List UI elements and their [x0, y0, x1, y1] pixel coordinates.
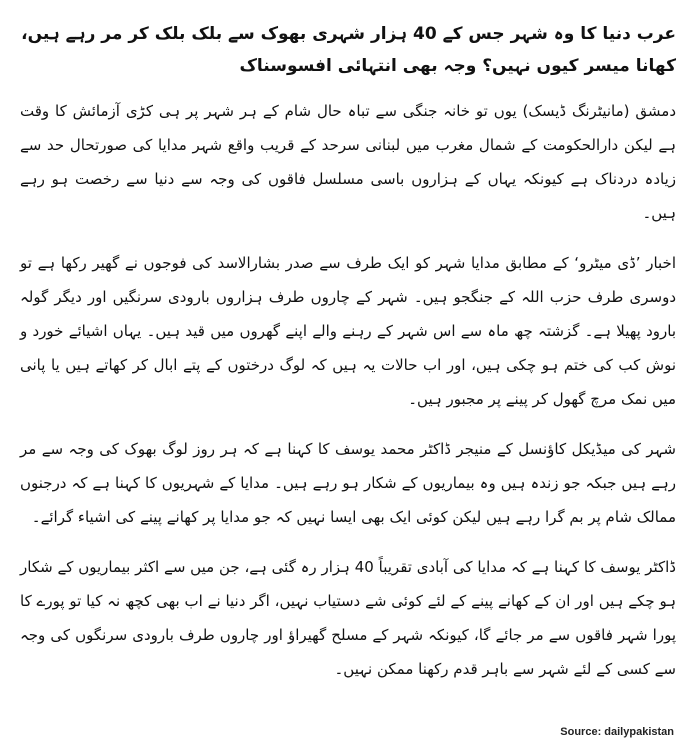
article-paragraph: دمشق (مانیٹرنگ ڈیسک) یوں تو خانہ جنگی سے تباہ حال شام کے ہر شہر پر ہی کڑی آزمائش کا وقت ہے لیکن دارالحکومت کے شمال مغرب میں لبنانی سرحد کے قریب واقع شہر مدایا کی صورتحال حد سے زیادہ دردناک ہے کیونکہ یہاں کے ہزاروں باسی مسلسل فاقوں کی وجہ سے دنیا سے رخصت ہو رہے ہیں۔	[20, 102, 676, 222]
article-paragraph: شہر کی میڈیکل کاؤنسل کے منیجر ڈاکٹر محمد یوسف کا کہنا ہے کہ ہر روز لوگ بھوک کی وجہ سے مر رہے ہیں جبکہ جو زندہ ہیں وہ بیماریوں کے شکار ہو رہے ہیں۔ مدایا کے شہریوں کا کہنا ہے کہ درجنوں ممالک شام پر بم گرا رہے ہیں لیکن کوئی ایک بھی ایسا نہیں کہ جو مدایا پر کھانے پینے کی اشیاء گرائے۔	[20, 440, 676, 526]
article-paragraph: اخبار ’ڈی میٹرو‘ کے مطابق مدایا شہر کو ایک طرف سے صدر بشارالاسد کی فوجوں نے گھیر رکھا ہے تو دوسری طرف حزب اللہ کے جنگجو ہیں۔ شہر کے چاروں طرف ہزاروں بارودی سرنگیں اور دیگر گولہ بارود پھیلا ہے۔ گزشتہ چھ ماہ سے اس شہر کے رہنے والے اپنے گھروں میں قید ہیں۔ یہاں اشیائے خورد و نوش کب کی ختم ہو چکی ہیں، اور اب حالات یہ ہیں کہ لوگ درختوں کے پتے ابال کر کھاتے ہیں یا پانی میں نمک مرچ گھول کر پینے پر مجبور ہیں۔	[20, 254, 676, 408]
article-paragraph: ڈاکٹر یوسف کا کہنا ہے کہ مدایا کی آبادی تقریباً 40 ہزار رہ گئی ہے، جن میں سے اکثر بیماریوں کے شکار ہو چکے ہیں اور ان کے کھانے پینے کے لئے کوئی شے دستیاب نہیں، اگر دنیا نے اب بھی کچھ نہ کیا تو پورے کا پورا شہر فاقوں سے مر جائے گا، کیونکہ شہر کے مسلح گھیراؤ اور چاروں طرف بارودی سرنگوں کی وجہ سے کسی کے لئے شہر سے باہر قدم رکھنا ممکن نہیں۔	[20, 558, 676, 678]
source-credit: Source: dailypakistan	[560, 726, 674, 738]
article-body	[20, 18, 676, 686]
article-headline: عرب دنیا کا وہ شہر جس کے 40 ہزار شہری بھوک سے بلک بلک کر مر رہے ہیں، کھانا میسر کیوں نہیں؟ وجہ بھی انتہائی افسوسناک	[21, 24, 676, 76]
